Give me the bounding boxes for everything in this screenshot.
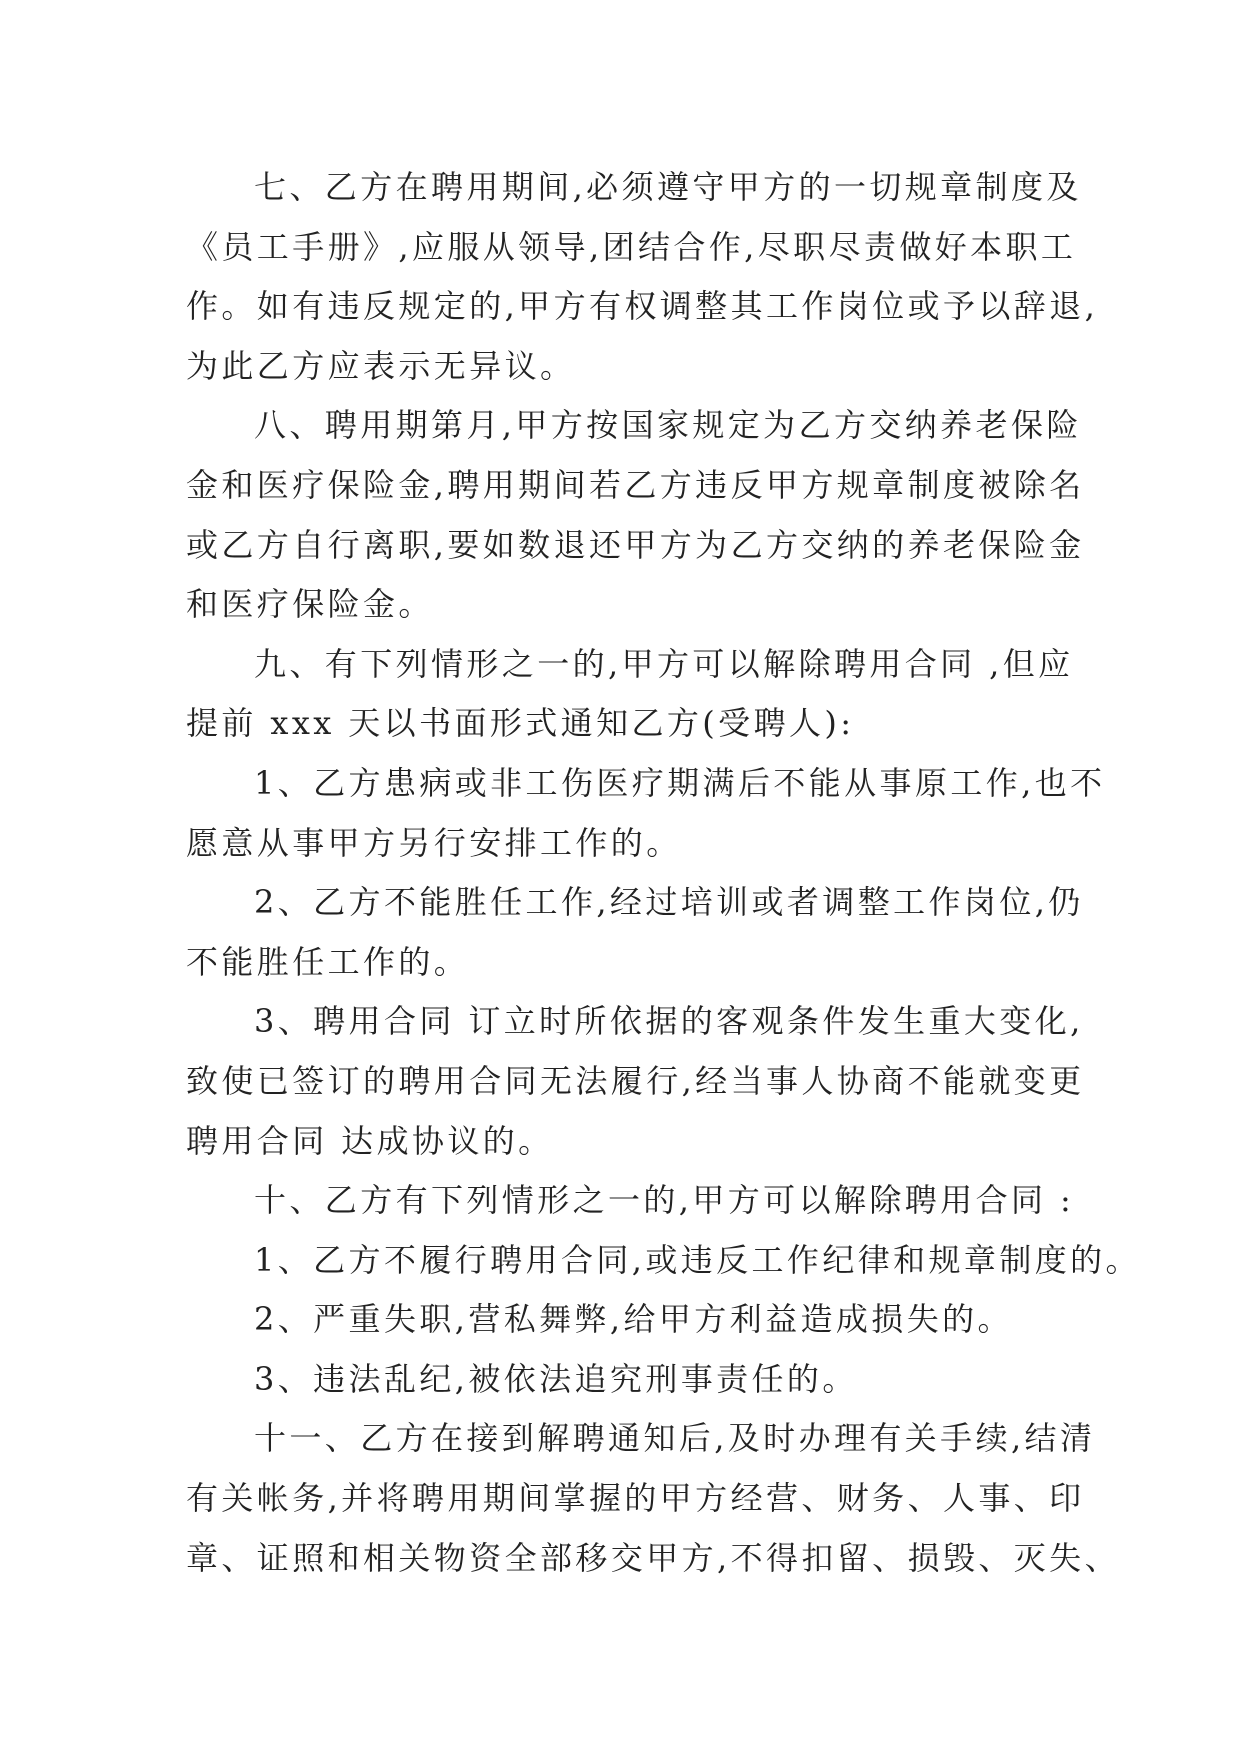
text-line: 九、有下列情形之一的,甲方可以解除聘用合同 ,但应 (254, 644, 1074, 683)
text-line: 七、乙方在聘用期间,必须遵守甲方的一切规章制度及 (254, 168, 1082, 206)
text-line: 致使已签订的聘用合同无法履行,经当事人协商不能就变更 (186, 1061, 1085, 1100)
text-line: 提前 xxx 天以书面形式通知乙方(受聘人): (186, 704, 855, 743)
text-line: 作。如有违反规定的,甲方有权调整其工作岗位或予以辞退, (186, 287, 1099, 326)
text-line: 1、乙方患病或非工伤医疗期满后不能从事原工作,也不 (254, 763, 1106, 802)
text-line: 不能胜任工作的。 (186, 942, 470, 981)
text-line: 和医疗保险金。 (186, 585, 434, 624)
text-line: 2、严重失职,营私舞弊,给甲方利益造成损失的。 (254, 1300, 1013, 1339)
text-line: 金和医疗保险金,聘用期间若乙方违反甲方规章制度被除名 (186, 465, 1085, 504)
text-line: 2、乙方不能胜任工作,经过培训或者调整工作岗位,仍 (254, 883, 1084, 922)
text-line: 八、聘用期第月,甲方按国家规定为乙方交纳养老保险 (254, 406, 1082, 445)
text-line: 或乙方自行离职,要如数退还甲方为乙方交纳的养老保险金 (186, 525, 1085, 564)
document-body (186, 158, 1141, 1588)
text-line: 聘用合同 达成协议的。 (186, 1121, 554, 1160)
text-line: 有关帐务,并将聘用期间掌握的甲方经营、财务、人事、印 (186, 1479, 1085, 1518)
text-line: 《员工手册》,应服从领导,团结合作,尽职尽责做好本职工 (186, 227, 1077, 266)
text-line: 愿意从事甲方另行安排工作的。 (186, 823, 682, 862)
text-line: 1、乙方不履行聘用合同,或违反工作纪律和规章制度的。 (254, 1240, 1141, 1279)
text-line: 章、证照和相关物资全部移交甲方,不得扣留、损毁、灭失、 (186, 1538, 1120, 1577)
text-line: 3、违法乱纪,被依法追究刑事责任的。 (254, 1359, 858, 1398)
text-line: 为此乙方应表示无异议。 (186, 346, 576, 385)
text-line: 十、乙方有下列情形之一的,甲方可以解除聘用合同 : (254, 1181, 1075, 1220)
text-line: 3、聘用合同 订立时所依据的客观条件发生重大变化, (254, 1002, 1084, 1041)
text-line: 十一、乙方在接到解聘通知后,及时办理有关手续,结清 (254, 1419, 1096, 1458)
